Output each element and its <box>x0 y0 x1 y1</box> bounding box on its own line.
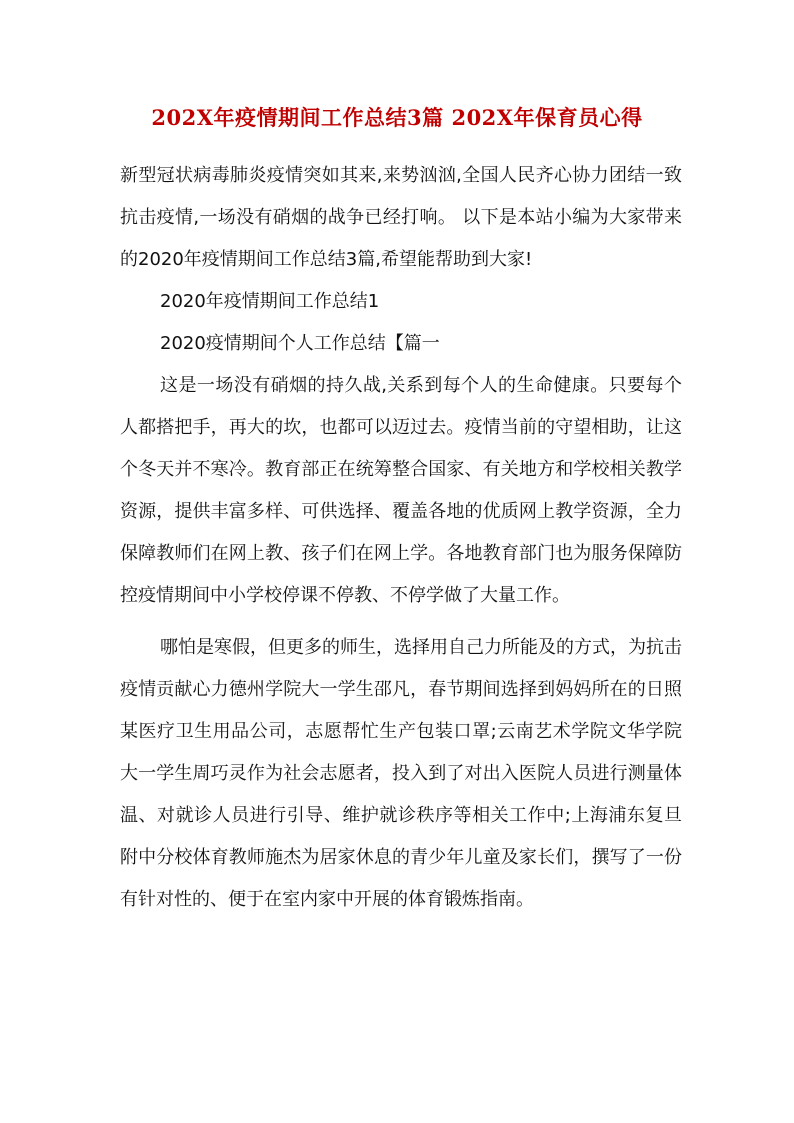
section-heading: 2020年疫情期间工作总结1 <box>160 291 380 312</box>
document-body <box>120 155 682 921</box>
body-paragraph: 这是一场没有硝烟的持久战,关系到每个人的生命健康。只要每个人都搭把手，再大的坎，也都可以迈过去。疫情当前的守望相助，让这个冬天并不寒冷。教育部正在统筹整合国家、有关地方和学校相关教学资源，提供丰富多样、可供选择、覆盖各地的优质网上教学资源，全力保障教师们在网上教、孩子们在网上学。各地教育部门也为服务保障防控疫情期间中小学校停课不停教、不停学做了大量工作。 <box>120 375 682 606</box>
body-paragraph: 哪怕是寒假，但更多的师生，选择用自己力所能及的方式，为抗击疫情贡献心力德州学院大一学生邵凡，春节期间选择到妈妈所在的日照某医疗卫生用品公司，志愿帮忙生产包装口罩;云南艺术学院文华学院大一学生周巧灵作为社会志愿者，投入到了对出入医院人员进行测量体温、对就诊人员进行引导、维护就诊秩序等相关工作中;上海浦东复旦附中分校体育教师施杰为居家休息的青少年儿童及家长们，撰写了一份有针对性的、便于在室内家中开展的体育锻炼指南。 <box>120 637 682 910</box>
subsection-heading: 2020疫情期间个人工作总结【篇一 <box>160 333 440 354</box>
intro-paragraph: 新型冠状病毒肺炎疫情突如其来,来势汹汹,全国人民齐心协力团结一致抗击疫情,一场没有硝烟的战争已经打响。 以下是本站小编为大家带来的2020年疫情期间工作总结3篇,希望能帮助到大家! <box>120 165 682 270</box>
document-title: 202X年疫情期间工作总结3篇 202X年保育员心得 <box>151 105 643 130</box>
